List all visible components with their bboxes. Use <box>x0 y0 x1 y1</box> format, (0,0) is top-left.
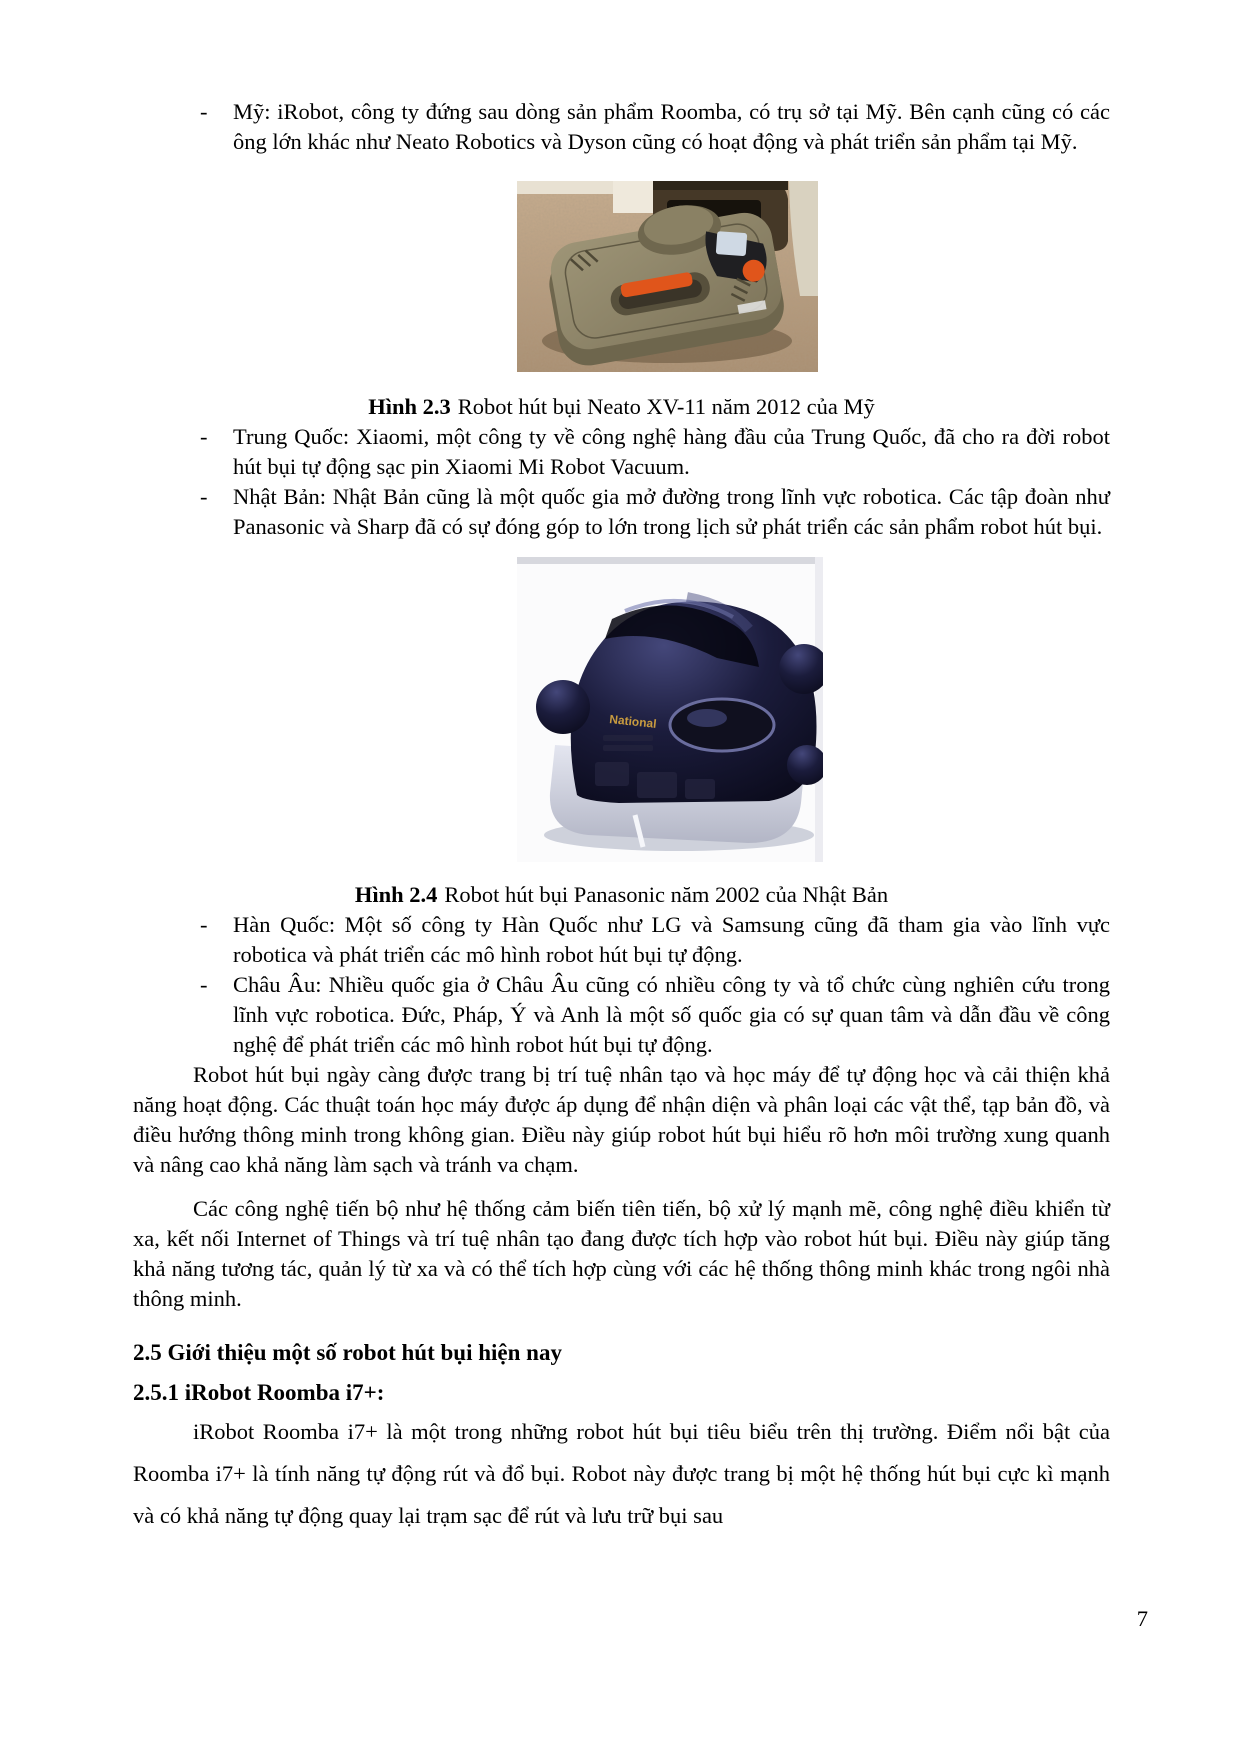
list-item-japan <box>200 482 1110 542</box>
bullet-dash: - <box>200 424 208 449</box>
neato-photo-illustration <box>517 181 818 372</box>
bullet-dash: - <box>200 912 208 937</box>
figure-2-3-label: Hình 2.3 <box>368 394 451 419</box>
figure-2-4-label: Hình 2.4 <box>354 882 438 907</box>
list-item-text: Trung Quốc: Xiaomi, một công ty về công nghệ hàng đầu của Trung Quốc, đã cho ra đời robot hút bụi tự động sạc pin Xiaomi Mi Robot Vacuum. <box>233 424 1110 479</box>
bullet-dash: - <box>200 972 208 997</box>
dock-top <box>653 181 788 190</box>
background-edge <box>815 557 823 862</box>
section-heading-2-5: 2.5 Giới thiệu một số robot hút bụi hiện nay <box>133 1340 562 1365</box>
figure-panasonic-photo <box>517 557 823 862</box>
figure-neato-photo <box>517 181 818 372</box>
list-item-europe <box>200 970 1110 1060</box>
paragraph-ai: Robot hút bụi ngày càng được trang bị trí tuệ nhân tạo và học máy để tự động học và cải thiện khả năng hoạt động. Các thuật toán học máy được áp dụng để nhận diện và phân loại các vật thể, tạp bản đồ, và điều hướng thông minh trong không gian. Điều này giúp robot hút bụi hiểu rõ hơn môi trường xung quanh và nâng cao khả năng làm sạch và tránh va chạm. <box>133 1062 1110 1177</box>
figure-2-4-text: Robot hút bụi Panasonic năm 2002 của Nhật Bản <box>444 882 889 907</box>
bullet-dash: - <box>200 99 208 124</box>
panasonic-photo-illustration <box>517 557 823 862</box>
page-number: 7 <box>1136 1606 1148 1631</box>
bullet-dash: - <box>200 484 208 509</box>
lcd-screen <box>716 231 748 256</box>
figure-2-4-caption <box>133 880 1110 910</box>
paragraph-tech: Các công nghệ tiến bộ như hệ thống cảm biến tiên tiến, bộ xử lý mạnh mẽ, công nghệ điều khiển từ xa, kết nối Internet of Things và trí tuệ nhân tạo đang được tích hợp vào robot hút bụi. Điều này giúp tăng khả năng tương tác, quản lý từ xa và có thể tích hợp cùng với các hệ thống thông minh khác trong ngôi nhà thông minh. <box>133 1196 1110 1311</box>
list-item-us <box>200 97 1110 157</box>
country-list-asia <box>133 422 1110 542</box>
national-logo: National <box>608 712 658 731</box>
list-item-korea <box>200 910 1110 970</box>
figure-2-3-caption <box>133 392 1110 422</box>
figure-2-3-text: Robot hút bụi Neato XV-11 năm 2012 của Mỹ <box>457 394 875 419</box>
subsection-heading-2-5-1: 2.5.1 iRobot Roomba i7+: <box>133 1380 385 1405</box>
country-list-us <box>133 97 1110 157</box>
list-item-text: Mỹ: iRobot, công ty đứng sau dòng sản phẩm Roomba, có trụ sở tại Mỹ. Bên cạnh cũng có các ông lớn khác như Neato Robotics và Dyson cũng có hoạt động và phát triển sản phẩm tại Mỹ. <box>233 99 1110 154</box>
door-frame <box>613 181 653 213</box>
lens-highlight <box>687 709 727 727</box>
background-strip <box>517 557 823 564</box>
list-item-text: Nhật Bản: Nhật Bản cũng là một quốc gia mở đường trong lĩnh vực robotica. Các tập đoàn như Panasonic và Sharp đã có sự đóng góp to lớn trong lịch sử phát triển các sản phẩm robot hút bụi. <box>233 484 1110 539</box>
left-bumper-ear <box>536 680 590 734</box>
country-list-other <box>133 910 1110 1060</box>
sensor-lens <box>670 699 774 751</box>
paragraph-roomba: iRobot Roomba i7+ là một trong những robot hút bụi tiêu biểu trên thị trường. Điểm nổi bật của Roomba i7+ là tính năng tự động rút và đổ bụi. Robot này được trang bị một hệ thống hút bụi cực kì mạnh và có khả năng tự động quay lại trạm sạc để rút và lưu trữ bụi sau <box>133 1419 1110 1528</box>
list-item-text: Hàn Quốc: Một số công ty Hàn Quốc như LG và Samsung cũng đã tham gia vào lĩnh vực robotica và phát triển các mô hình robot hút bụi tự động. <box>233 912 1110 967</box>
list-item-china <box>200 422 1110 482</box>
list-item-text: Châu Âu: Nhiều quốc gia ở Châu Âu cũng có nhiều công ty và tổ chức cùng nghiên cứu trong lĩnh vực robotica. Đức, Pháp, Ý và Anh là một số quốc gia có sự quan tâm và dẫn đầu về công nghệ để phát triển các mô hình robot hút bụi tự động. <box>233 972 1110 1057</box>
